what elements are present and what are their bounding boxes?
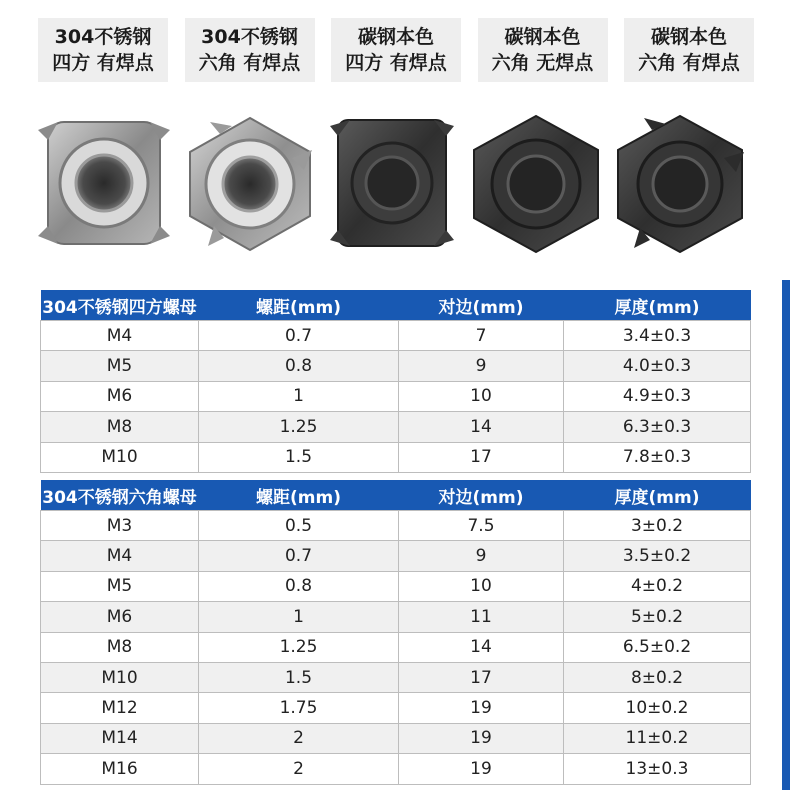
cell-width: 19 [399,723,564,753]
cell-thickness: 11±0.2 [564,723,751,753]
caption-type: 四方 有焊点 [345,52,447,74]
cell-pitch: 0.7 [199,321,399,351]
hex-nut-spec-table [40,480,751,785]
cell-model: M10 [41,662,199,692]
table-header-row [41,290,751,321]
table-row [41,754,751,784]
col-header-thickness: 厚度(mm) [564,480,751,511]
caption-product-2 [185,18,315,82]
caption-material: 碳钢本色 [504,26,581,48]
cell-model: M6 [41,602,199,632]
cell-pitch: 1 [199,602,399,632]
col-header-pitch: 螺距(mm) [199,480,399,511]
cell-pitch: 0.7 [199,541,399,571]
caption-product-5 [624,18,754,82]
cell-width: 9 [399,351,564,381]
cell-pitch: 2 [199,723,399,753]
col-header-model: 304不锈钢四方螺母 [41,290,199,321]
table-row [41,723,751,753]
product-photos [30,100,760,270]
cell-model: M10 [41,442,199,472]
cell-model: M8 [41,632,199,662]
caption-type: 六角 无焊点 [491,52,594,74]
col-header-width: 对边(mm) [399,290,564,321]
cell-model: M5 [41,571,199,601]
cell-width: 10 [399,571,564,601]
table-row [41,602,751,632]
cell-width: 9 [399,541,564,571]
table-row [41,351,751,381]
cell-model: M3 [41,511,199,541]
hex-weld-nut-stainless-icon [180,100,320,270]
caption-type: 四方 有焊点 [52,52,154,74]
cell-pitch: 2 [199,754,399,784]
cell-pitch: 1.75 [199,693,399,723]
caption-product-4 [478,18,608,82]
hex-weld-nut-carbon-icon [610,100,750,270]
table-row [41,632,751,662]
cell-pitch: 1.5 [199,662,399,692]
product-captions [38,18,754,82]
cell-pitch: 1.25 [199,632,399,662]
caption-material: 304不锈钢 [201,26,298,48]
cell-width: 7 [399,321,564,351]
square-weld-nut-carbon-icon [322,100,462,270]
cell-thickness: 8±0.2 [564,662,751,692]
cell-thickness: 6.5±0.2 [564,632,751,662]
cell-width: 11 [399,602,564,632]
cell-width: 14 [399,412,564,442]
cell-thickness: 6.3±0.3 [564,412,751,442]
edge-accent-stripe [782,280,790,790]
caption-type: 六角 有焊点 [198,52,301,74]
cell-pitch: 0.8 [199,351,399,381]
cell-pitch: 0.8 [199,571,399,601]
table-row [41,412,751,442]
col-header-thickness: 厚度(mm) [564,290,751,321]
caption-type: 六角 有焊点 [638,52,740,74]
square-weld-nut-stainless-icon [34,100,174,270]
cell-width: 17 [399,442,564,472]
caption-material: 304不锈钢 [54,26,152,48]
cell-width: 19 [399,693,564,723]
cell-width: 19 [399,754,564,784]
cell-model: M14 [41,723,199,753]
table-row [41,442,751,472]
table-row [41,693,751,723]
caption-product-3 [331,18,461,82]
table-row [41,571,751,601]
cell-width: 7.5 [399,511,564,541]
cell-thickness: 13±0.3 [564,754,751,784]
table-row [41,662,751,692]
cell-width: 17 [399,662,564,692]
cell-model: M8 [41,412,199,442]
cell-pitch: 1.5 [199,442,399,472]
cell-thickness: 3.5±0.2 [564,541,751,571]
table-header-row [41,480,751,511]
square-nut-spec-table [40,290,751,473]
cell-thickness: 5±0.2 [564,602,751,632]
cell-pitch: 1.25 [199,412,399,442]
cell-thickness: 3±0.2 [564,511,751,541]
cell-width: 10 [399,381,564,411]
cell-thickness: 10±0.2 [564,693,751,723]
cell-model: M12 [41,693,199,723]
caption-material: 碳钢本色 [357,26,434,48]
cell-model: M4 [41,321,199,351]
cell-thickness: 4±0.2 [564,571,751,601]
cell-width: 14 [399,632,564,662]
col-header-model: 304不锈钢六角螺母 [41,480,199,511]
col-header-width: 对边(mm) [399,480,564,511]
table-row [41,511,751,541]
cell-thickness: 3.4±0.3 [564,321,751,351]
cell-model: M16 [41,754,199,784]
cell-pitch: 0.5 [199,511,399,541]
hex-nut-carbon-icon [466,100,606,270]
table-row [41,381,751,411]
caption-material: 碳钢本色 [650,26,727,48]
cell-thickness: 4.9±0.3 [564,381,751,411]
col-header-pitch: 螺距(mm) [199,290,399,321]
table-row [41,541,751,571]
cell-model: M4 [41,541,199,571]
cell-model: M5 [41,351,199,381]
cell-model: M6 [41,381,199,411]
cell-thickness: 7.8±0.3 [564,442,751,472]
caption-product-1 [38,18,168,82]
cell-pitch: 1 [199,381,399,411]
table-row [41,321,751,351]
cell-thickness: 4.0±0.3 [564,351,751,381]
